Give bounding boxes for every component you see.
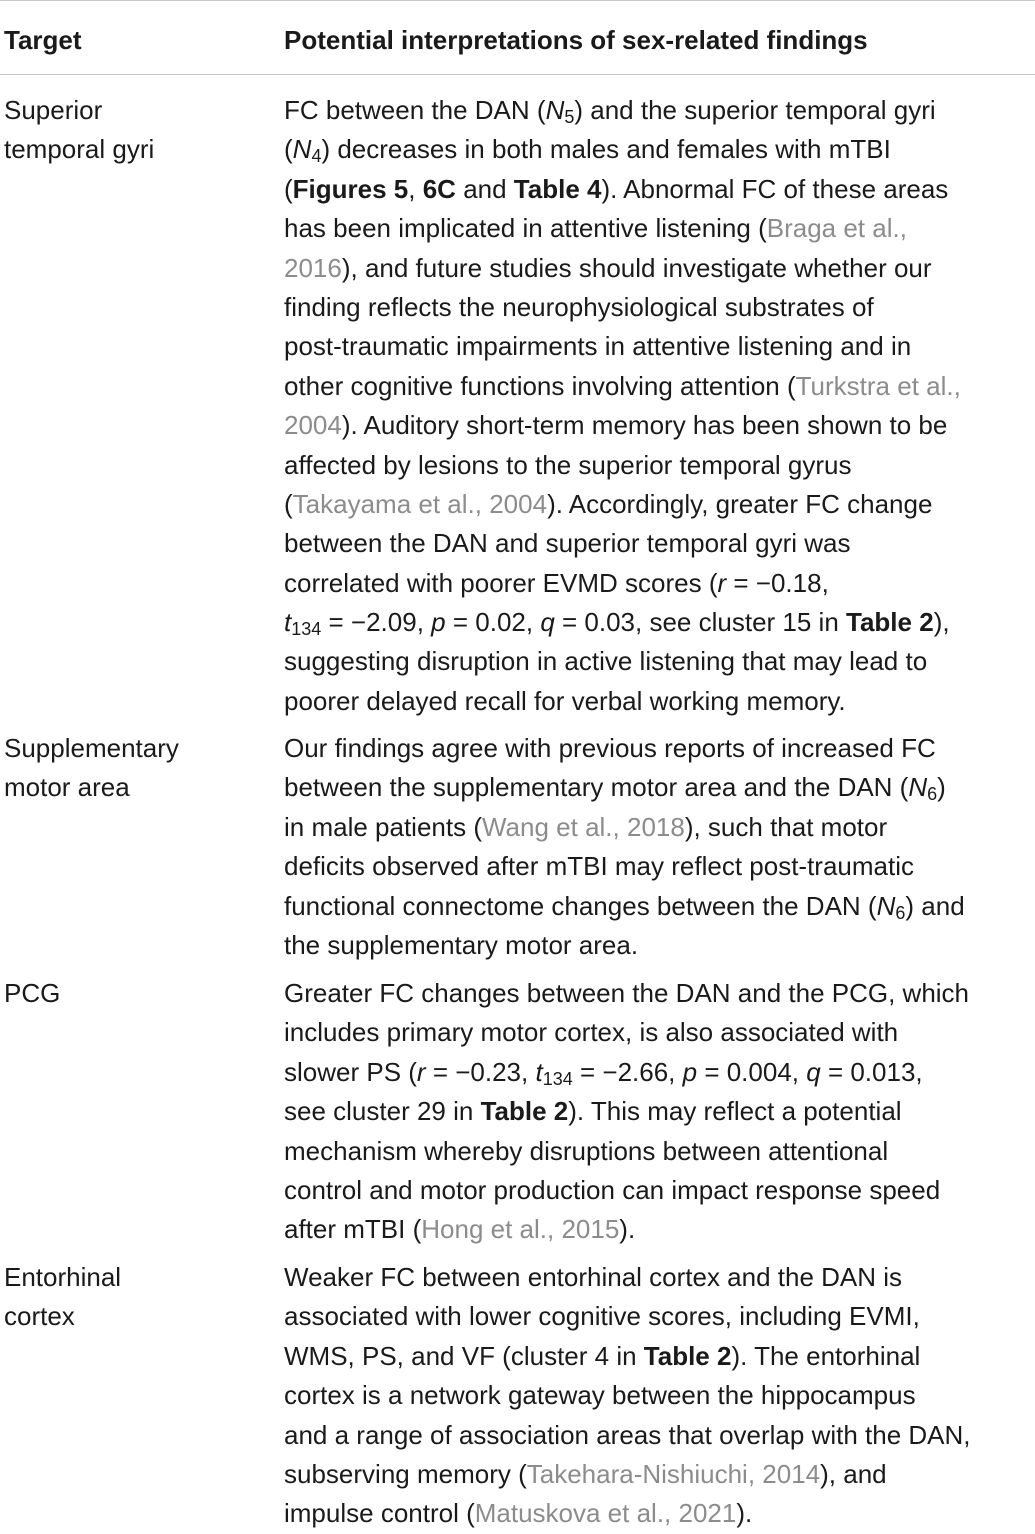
target-label-line: PCG (4, 978, 61, 1008)
text-segment: cortex is a network gateway between the hippocampus (284, 1380, 916, 1411)
text-line (284, 209, 1032, 248)
text-line (284, 768, 1032, 807)
text-line (284, 974, 1032, 1013)
text-segment: ), such that motor (684, 811, 888, 842)
figure-reference: Table 4 (513, 173, 602, 204)
text-segment: ). (619, 1214, 636, 1245)
text-line (284, 1013, 1032, 1052)
text-segment: = −0.23, (425, 1056, 536, 1087)
text-line (284, 446, 1032, 485)
text-segment: in male patients ( (284, 811, 482, 842)
text-line (284, 847, 1032, 886)
text-segment: impulse control ( (284, 1498, 475, 1529)
text-line (284, 808, 1032, 847)
text-segment: ( (284, 488, 293, 519)
text-segment: after mTBI ( (284, 1214, 422, 1245)
text-line (284, 91, 1032, 130)
text-segment: 134 (542, 1068, 573, 1089)
text-segment: q (806, 1056, 821, 1087)
text-segment: between the supplementary motor area and the DAN ( (284, 772, 909, 803)
row-interpretation (284, 729, 1032, 965)
figure-reference: Table 2 (643, 1340, 732, 1371)
citation-link[interactable]: Hong et al., 2015 (421, 1214, 620, 1245)
text-segment: includes primary motor cortex, is also associated with (284, 1017, 899, 1048)
figure-reference: 6C (422, 173, 456, 204)
text-line (284, 603, 1032, 642)
row-target (4, 974, 264, 1013)
text-segment: p (682, 1056, 698, 1087)
text-line (284, 682, 1032, 721)
text-segment: Greater FC changes between the DAN and the PCG, which (284, 978, 970, 1008)
text-segment: ), (933, 607, 950, 638)
citation-link[interactable]: Takayama et al., 2004 (292, 488, 548, 519)
text-segment: has been implicated in attentive listening ( (284, 213, 767, 244)
text-segment: slower PS ( (284, 1056, 417, 1087)
text-line (284, 1455, 1032, 1494)
text-segment: t (284, 607, 292, 638)
text-segment: = −0.18, (726, 567, 829, 598)
citation-link[interactable]: Turkstra et al., (795, 370, 961, 401)
text-line (284, 485, 1032, 524)
text-segment: ), and future studies should investigate whether our (341, 252, 932, 283)
text-segment: ). Accordingly, greater FC change (547, 488, 933, 519)
text-segment: associated with lower cognitive scores, including EVMI, (284, 1301, 920, 1332)
text-segment: control and motor production can impact response speed (284, 1174, 941, 1205)
text-line (284, 1053, 1032, 1092)
text-segment: q (540, 607, 555, 638)
text-segment: other cognitive functions involving attention ( (284, 370, 796, 401)
text-segment: ( (284, 173, 293, 204)
citation-link[interactable]: Matuskova et al., 2021 (474, 1498, 737, 1529)
text-segment: r (717, 567, 727, 598)
text-segment: = 0.013, (820, 1056, 923, 1087)
text-segment: 5 (564, 107, 575, 127)
text-segment: 6 (895, 902, 906, 923)
text-segment: affected by lesions to the superior temporal gyrus (284, 449, 852, 480)
row-target (4, 729, 264, 808)
text-segment: ). (736, 1498, 753, 1529)
text-segment: N (908, 772, 928, 803)
text-line (284, 1337, 1032, 1376)
target-label-line: motor area (4, 772, 130, 803)
text-line (284, 1171, 1032, 1210)
text-segment: functional connectome changes between the DAN ( (284, 890, 877, 921)
text-segment: and a range of association areas that overlap with the DAN, (284, 1419, 971, 1450)
text-line (284, 1132, 1032, 1171)
text-line (284, 130, 1032, 169)
text-line (284, 524, 1032, 563)
text-line (284, 564, 1032, 603)
text-line (284, 1092, 1032, 1131)
text-segment: ( (284, 134, 293, 165)
text-line (284, 288, 1032, 327)
text-segment: between the DAN and superior temporal gyri was (284, 528, 851, 559)
text-line (284, 887, 1032, 926)
text-segment: = 0.03, see cluster 15 in (554, 607, 847, 638)
text-segment: Our findings agree with previous reports of increased FC (284, 733, 936, 763)
text-segment: t (535, 1056, 543, 1087)
text-segment: subserving memory ( (284, 1458, 527, 1489)
figure-reference: Table 2 (846, 607, 934, 638)
text-line (284, 249, 1032, 288)
text-segment: , (408, 173, 423, 204)
text-segment: r (416, 1056, 426, 1087)
text-line (284, 1376, 1032, 1415)
text-segment: N (545, 95, 565, 125)
citation-link[interactable]: Takehara-Nishiuchi, 2014 (526, 1458, 821, 1489)
row-interpretation (284, 974, 1032, 1250)
target-label-line: cortex (4, 1301, 75, 1332)
text-line (284, 327, 1032, 366)
text-segment: ) and (905, 890, 965, 921)
text-line (284, 406, 1032, 445)
text-segment: FC between the DAN ( (284, 95, 546, 125)
table-header (0, 1, 1035, 75)
figure-reference: Table 2 (480, 1096, 569, 1127)
row-interpretation (284, 1258, 1032, 1534)
text-segment: ). This may reflect a potential (568, 1096, 902, 1127)
text-segment: see cluster 29 in (284, 1096, 481, 1127)
text-segment: post-traumatic impairments in attentive listening and in (284, 331, 912, 362)
text-segment: and (455, 173, 514, 204)
text-segment: 134 (291, 619, 322, 640)
text-segment: suggesting disruption in active listening that may lead to (284, 646, 928, 677)
text-segment: 6 (927, 784, 938, 805)
text-segment: WMS, PS, and VF (cluster 4 in (284, 1340, 644, 1371)
text-segment: = 0.02, (445, 607, 541, 638)
text-line (284, 1258, 1032, 1297)
text-segment: ) and the superior temporal gyri (574, 95, 936, 125)
text-segment: ), and (820, 1458, 887, 1489)
text-line (284, 642, 1032, 681)
text-segment: deficits observed after mTBI may reflect post-traumatic (284, 851, 914, 882)
text-segment: the supplementary motor area. (284, 929, 639, 960)
text-segment: ) decreases in both males and females with mTBI (321, 134, 891, 165)
target-label-line: Supplementary (4, 733, 179, 763)
figure-reference: Figures 5 (292, 173, 409, 204)
text-segment: poorer delayed recall for verbal working memory. (284, 685, 846, 716)
text-segment: correlated with poorer EVMD scores ( (284, 567, 718, 598)
row-target (4, 1258, 264, 1337)
text-segment: N (876, 890, 896, 921)
text-segment: p (431, 607, 446, 638)
text-segment: 4 (311, 146, 322, 167)
citation-link[interactable]: 2004 (284, 410, 342, 441)
text-line (284, 1494, 1032, 1533)
text-line (284, 926, 1032, 965)
text-line (284, 1297, 1032, 1336)
header-target: Target (4, 25, 82, 55)
target-label-line: Superior (4, 95, 103, 125)
row-interpretation (284, 91, 1032, 721)
header-interpretations: Potential interpretations of sex-related findings (284, 25, 868, 55)
citation-link[interactable]: Braga et al., (766, 213, 907, 244)
text-line (284, 170, 1032, 209)
text-segment: Weaker FC between entorhinal cortex and the DAN is (284, 1262, 903, 1292)
target-label-line: Entorhinal (4, 1262, 122, 1292)
text-line (284, 367, 1032, 406)
text-segment: ). Abnormal FC of these areas (601, 173, 949, 204)
text-segment: = −2.66, (572, 1056, 683, 1087)
text-segment: finding reflects the neurophysiological substrates of (284, 291, 874, 322)
text-segment: ). Auditory short-term memory has been shown to be (341, 410, 948, 441)
text-segment: N (292, 134, 312, 165)
text-line (284, 1416, 1032, 1455)
text-segment: ). The entorhinal (731, 1340, 921, 1371)
citation-link[interactable]: 2016 (284, 252, 342, 283)
citation-link[interactable]: Wang et al., 2018 (481, 811, 685, 842)
text-line (284, 729, 1032, 768)
text-line (284, 1210, 1032, 1249)
text-segment: = 0.004, (697, 1056, 807, 1087)
target-label-line: temporal gyri (4, 134, 155, 165)
text-segment: mechanism whereby disruptions between attentional (284, 1135, 889, 1166)
text-segment: = −2.09, (321, 607, 432, 638)
text-segment: ) (937, 772, 946, 803)
row-target (4, 91, 264, 170)
